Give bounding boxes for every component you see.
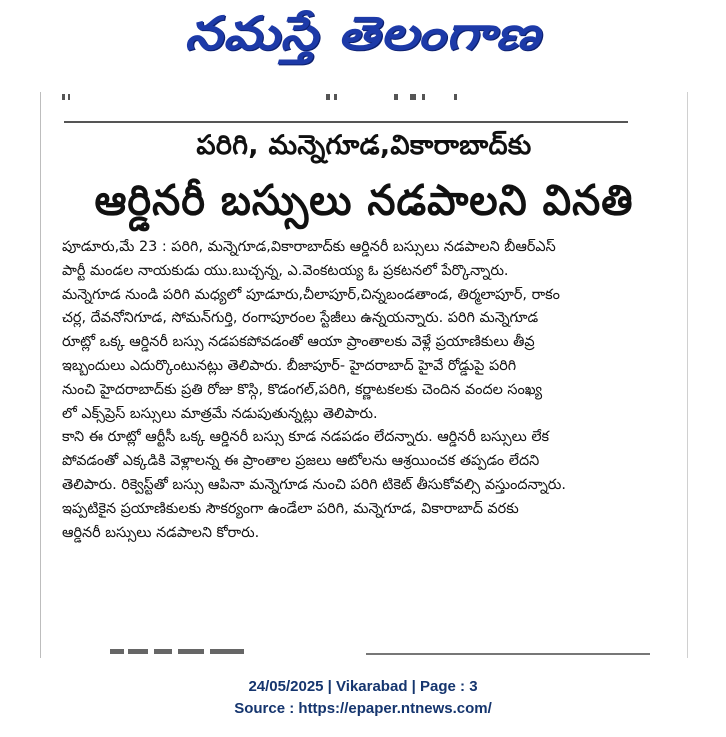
- headline-top-rule: [64, 121, 628, 123]
- article-line: మన్నెగూడ నుండి పరిగి మధ్యలో పూడూరు,చీలాపూర్,చిన్నబండతాండ, తిర్మలాపూర్, రాకం: [62, 286, 560, 303]
- article-body: [62, 236, 666, 545]
- footer-date-location: 24/05/2025 | Vikarabad | Page : 3: [248, 678, 478, 695]
- article-line: రూట్లో ఒక్క ఆర్డినరీ బస్సు నడపకపోవడంతో ఆయా ప్రాంతాలకు వెళ్లే ప్రయాణికులు తీవ్ర: [62, 334, 535, 351]
- article-line: ఆర్డినరీ బస్సులు నడపాలని కోరారు.: [62, 524, 260, 541]
- headline-kicker: పరిగి, మన్నెగూడ,వికారాబాద్‌కు: [196, 130, 532, 161]
- article-line: నుంచి హైదరాబాద్‌కు ప్రతి రోజు కొస్గి, కొడంగల్,పరిగి, కర్ణాటకలకు చెందిన వందల సంఖ్య: [62, 381, 543, 398]
- newspaper-masthead: [0, 0, 726, 78]
- cut-off-text-remnants: [58, 94, 478, 104]
- article-line: ఇబ్బందులు ఎదుర్కొంటునట్లు తెలిపారు. బీజాపూర్- హైదరాబాద్ హైవే రోడ్డుపై పరిగి: [62, 357, 517, 374]
- article-line: లో ఎక్స్‌ప్రెస్ బస్సులు మాత్రమే నడుపుతున్నట్లు తెలిపారు.: [62, 405, 378, 422]
- cut-off-heading-glyphs: [110, 645, 260, 657]
- article-line: తెలిపారు. రిక్వెస్ట్‌తో బస్సు ఆపినా మన్నెగూడ నుంచి పరిగి టికెట్ తీసుకోవల్సి వస్తుందన్నారు.: [62, 476, 566, 493]
- footer-source: Source : https://epaper.ntnews.com/: [234, 700, 492, 717]
- article-line: చర్ల, దేవనోనిగూడ, సోమన్‌గుర్తి, రంగాపూరంల స్టేజీలు ఉన్నయన్నారు. పరిగి మన్నెగూడ: [62, 310, 539, 327]
- article-line: పార్టీ మండల నాయకుడు యు.బుచ్చన్న, ఎ.వెంకటయ్య ఓ ప్రకటనలో పేర్కొన్నారు.: [62, 262, 509, 279]
- article-line: పోవడంతో ఎక్కడికి వెళ్లాలన్న ఈ ప్రాంతాల ప్రజలు ఆటోలను ఆశ్రయించక తప్పడం లేదని: [62, 453, 540, 470]
- article-line: పూడూరు,మే 23 : పరిగి, మన్నెగూడ,వికారాబాద్‌కు ఆర్డినరీ బస్సులు నడపాలని బీఆర్‌ఎస్: [62, 239, 556, 255]
- headline-main: ఆర్డినరీ బస్సులు నడపాలని వినతి: [94, 176, 634, 225]
- article-line: ఇప్పటికైన ప్రయాణికులకు సౌకర్యంగా ఉండేలా పరిగి, మన్నెగూడ, వికారాబాద్ వరకు: [62, 500, 519, 517]
- next-article-fragment: [110, 645, 260, 657]
- adjacent-column-rule: [366, 653, 650, 661]
- article-line: కాని ఈ రూట్లో ఆర్టీసీ ఒక్క ఆర్డినరీ బస్సు కూడ నడపడం లేదన్నారు. ఆర్డినరీ బస్సులు లేక: [62, 429, 550, 446]
- masthead-title: నమస్తే తెలంగాణ: [185, 6, 541, 60]
